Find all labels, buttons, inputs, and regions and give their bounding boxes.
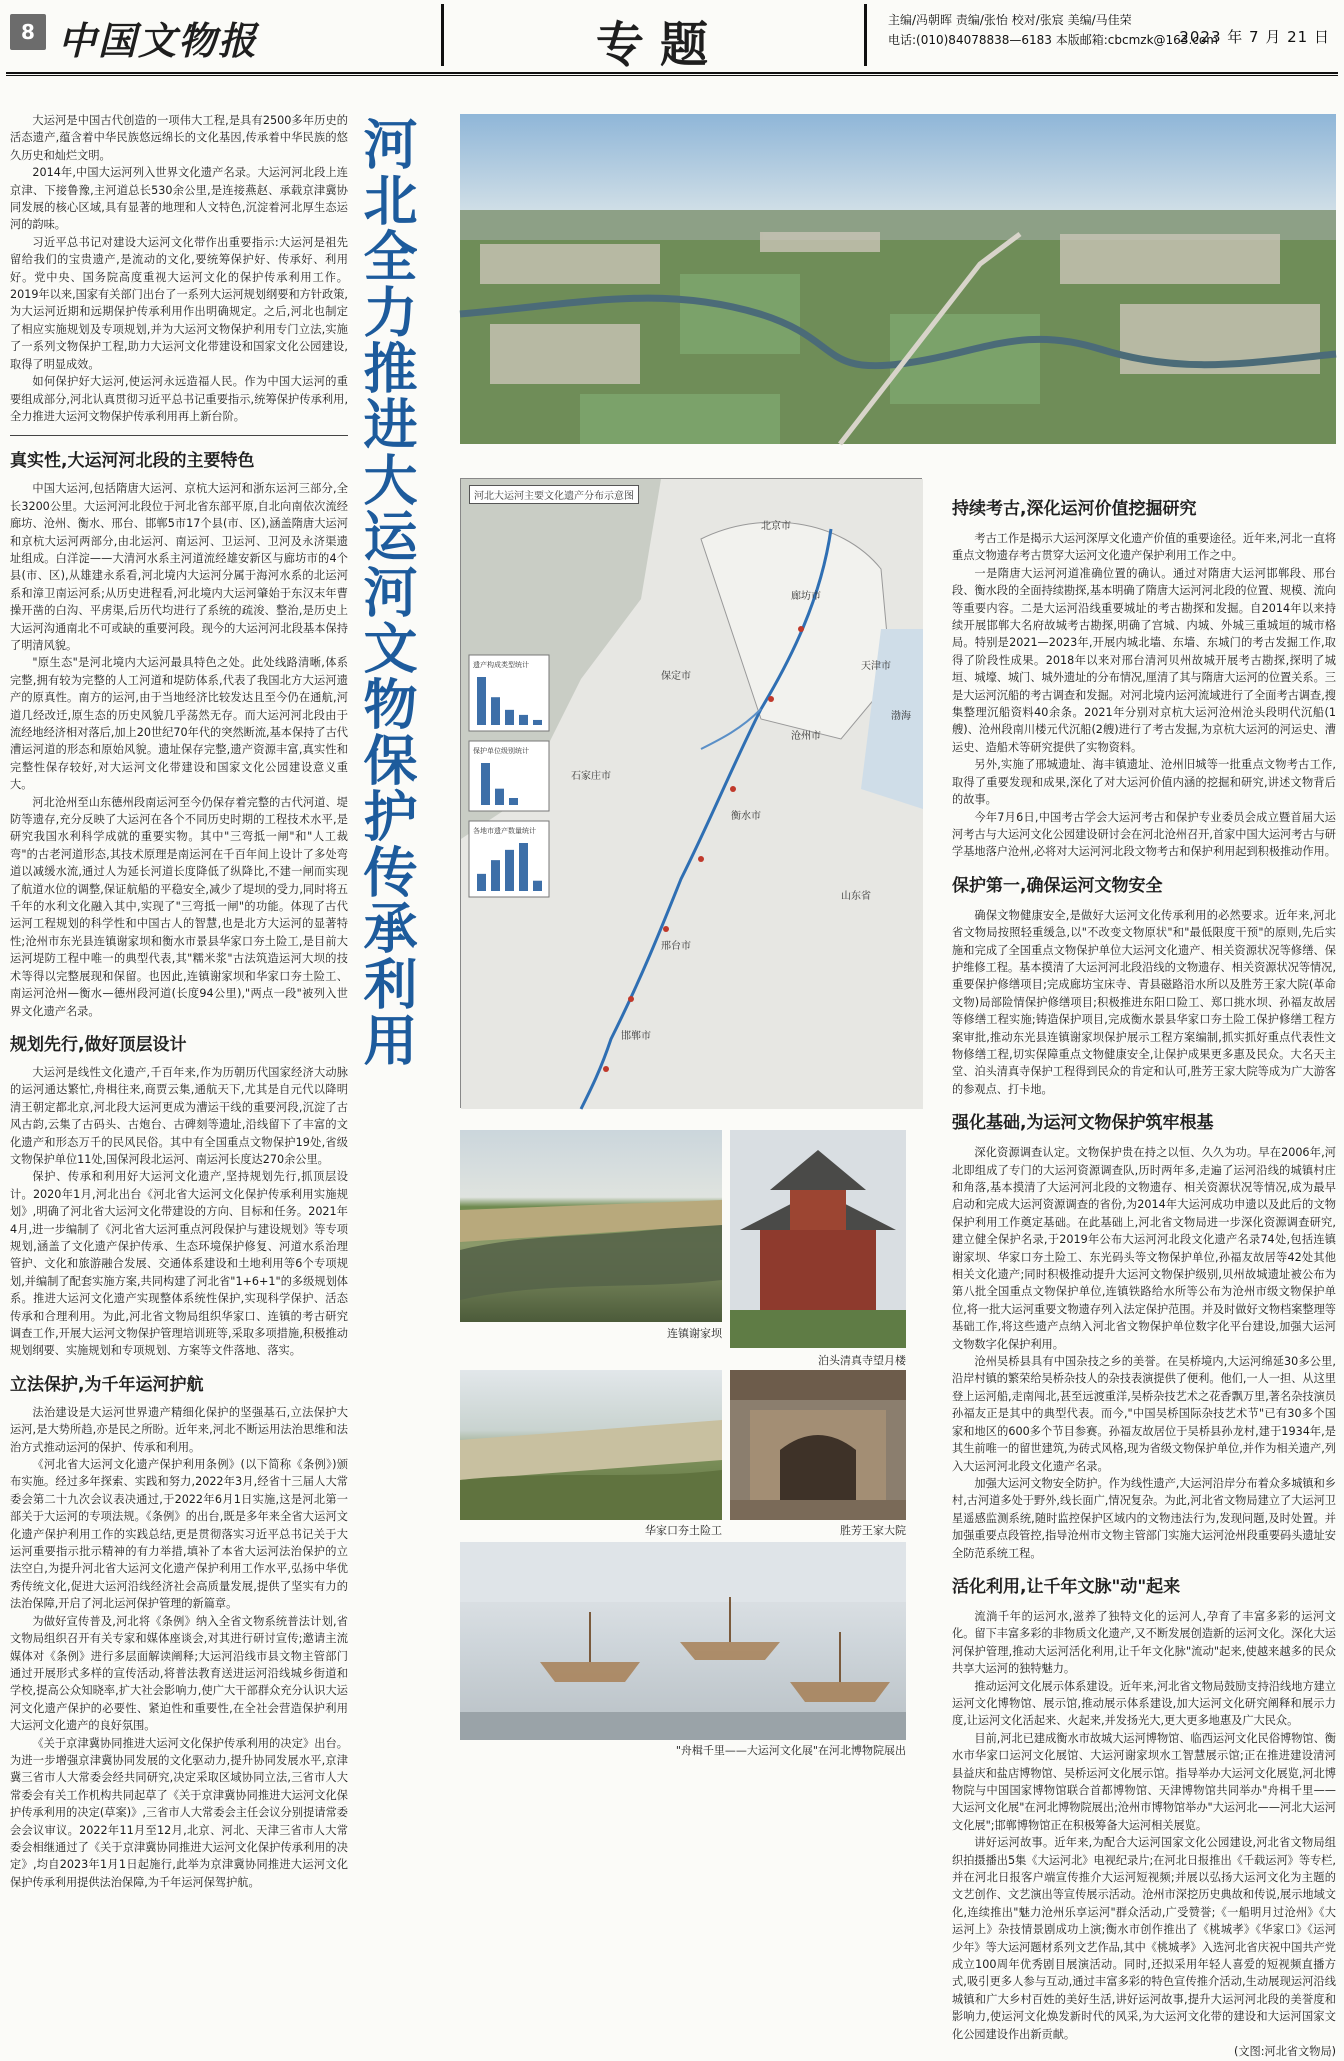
inset-bar (491, 697, 500, 725)
photo-caption: "舟楫千里——大运河文化展"在河北博物院展出 (675, 1744, 906, 1757)
body-paragraph: 目前,河北已建成衡水市故城大运河博物馆、临西运河文化民俗博物馆、衡水市华家口运河文化展馆、大运河谢家坝水工智慧展示馆;正在推进建设清河县益庆和盐店博物馆、吴桥运河文化展示馆。指导举办大运河文化展览,河北博物院与中国国家博物馆联合首都博物馆、天津博物馆共同举办"舟楫千里——大运河文化展"在河北博物院展出;沧州市博物馆举办"大运河北——河北大运河文化展";邯郸博物馆正在积极筹备大运河相关展览。 (952, 1731, 1336, 1832)
photo-caption: 连镇谢家坝 (667, 1327, 722, 1340)
header-divider-left (441, 4, 444, 66)
intro-paragraph: 如何保护好大运河,使运河永远造福人民。作为中国大运河的重要组成部分,河北认真贯彻习近平总书记重要指示,统筹保护传承利用,全力推进大运河文物保护传承利用再上新台阶。 (10, 375, 348, 423)
photo-canal-exhibition (460, 1542, 906, 1740)
inset-chart-1 (469, 655, 549, 731)
credits-line2: 电话:(010)84078838—6183 本版邮箱:cbcmzk@163.com (888, 33, 1218, 47)
body-paragraph: 加强大运河文物安全防护。作为线性遗产,大运河沿岸分布着众多城镇和乡村,古河道多处于野外,线长面广,情况复杂。为此,河北省文物局建立了大运河卫星遥感监测系统,随时监控保护区域内的文物违法行为,发现问题,及时处置。并加强重要点段管控,指导沧州市文物主管部门实施大运河沧州段重要码头遗址安全防范系统工程。 (952, 1476, 1336, 1560)
map-label: 北京市 (761, 521, 791, 532)
body-paragraph: 法治建设是大运河世界遗产精细化保护的坚强基石,立法保护大运河,是大势所趋,亦是民之所盼。近年来,河北不断运用法治思维和法治方式推动运河的保护、传承和利用。 (10, 1405, 348, 1454)
intro-paragraph: 2014年,中国大运河列入世界文化遗产名录。大运河河北段上连京津、下接鲁豫,主河道总长530余公里,是连接燕赵、承载京津冀协同发展的核心区域,具有显著的地理和人文特色,沉淀着河北厚生态运河的韵味。 (10, 166, 348, 232)
main-headline: 河北全力推进大运河文物保护传承利用 (355, 116, 419, 1068)
aerial-photo-graphic (460, 114, 1336, 444)
photo-caption: 华家口夯土险工 (645, 1524, 722, 1537)
photo-caption: 泊头清真寺望月楼 (818, 1354, 906, 1367)
header-rule (6, 72, 1338, 74)
photo-huajiakou-embankment (460, 1370, 722, 1520)
inset-chart-3 (469, 821, 549, 897)
body-paragraph: 确保文物健康安全,是做好大运河文化传承利用的必然要求。近年来,河北省文物局按照轻重缓急,以"不改变文物原状"和"最低限度干预"的原则,先后实施和完成了全国重点文物保护单位大运河文化遗产、相关资源状况等修缮、保护维修工程。基本摸清了大运河河北段沿线的文物遗存、相关资源状况等情况,重要保护修缮项目;完成廊坊宝床寺、青县磁路沿水所以及胜芳王家大院(革命文物)局部险情保护修缮项目;积极推进东阳口险工、郑口挑水坝、孙福友故居等修缮工程实施;铸造保护项目,完成衡水景县华家口夯土险工保护修缮工程方案审批,推动东光县连镇谢家坝保护展示工程方案编制,抓实抓好重点代表性文物修缮工程,切实保障重点文物健康安全,让保护成果更多惠及民众。大名天主堂、泊头清真寺保护工程得到民众的肯定和认可,胜芳王家大院等成为广大游客的参观点、打卡地。 (952, 908, 1336, 1096)
section-title: 专题 (596, 17, 725, 73)
subheading: 持续考古,深化运河价值挖掘研究 (952, 499, 1197, 519)
inset-bar (495, 789, 504, 805)
map-label: 石家庄市 (571, 771, 611, 782)
intro-paragraph: 习近平总书记对建设大运河文化带作出重要指示:大运河是祖先留给我们的宝贵遗产,是流动的文化,要统筹保护好、传承好、利用好。党中央、国务院高度重视大运河文化的保护传承利用工作。2019年以来,国家有关部门出台了一系列大运河规划纲要和方针政策,为大运河近期和远期保护传承利用作出明确规定。之后,河北也制定了相应实施规划及专项规划,并为大运河文物保护利用专门立法,实施了一系列文物保护工程,助力大运河文化带建设和国家文化公园建设,取得了明显成效。 (10, 235, 348, 371)
inset-bar (533, 720, 542, 725)
dam-graphic (460, 1130, 722, 1322)
left-column (10, 112, 348, 1891)
intro-block (10, 112, 348, 436)
map-label: 邯郸市 (621, 1031, 651, 1042)
body-paragraph: 讲好运河故事。近年来,为配合大运河国家文化公园建设,河北省文物局组织拍摄播出5集《大运河北》电视纪录片;在河北日报推出《千载运河》等专栏,并在河北日报客户端宣传推介大运河短视频;并展以弘扬大运河文化为主题的文艺创作、文艺演出等宣传展示活动。沧州市深挖历史典故和传说,展示地域文化,连续推出"魅力沧州乐享运河"群众活动,广受赞誉;《一船明月过沧州》《大运河上》杂技情景剧成功上演;衡水市创作推出了《桃城孝》《华家口》《运河少年》等大运河题材系列文艺作品,其中《桃城孝》入选河北省庆祝中国共产党成立100周年优秀剧目展演活动。同时,还拟采用年轻人喜爱的短视频直播方式,吸引更多人参与互动,通过丰富多彩的特色宣传推介活动,生动展现运河沿线城镇和广大乡村百姓的美好生活,讲好运河故事,提升大运河河北段的美誉度和影响力,使运河文化焕发新时代的风采,为大运河文化带的建设和大运河国家文化公园建设作出新贡献。 (952, 1836, 1336, 2041)
body-paragraph: "原生态"是河北境内大运河最具特色之处。此处线路清晰,体系完整,拥有较为完整的人工河道和堤防体系,代表了我国北方大运河遗产的原真性。南方的运河,由于当地经济比较发达且至今仍在通航,河道几经改迁,原生态的历史风貌几乎荡然无存。而大运河河北段由于流经地经济相对落后,加上20世纪70年代的突然断流,基本保持了古代漕运河道的形态和原始风貌。遗址保存完整,遗产资源丰富,真实性和完整性保存较好,对大运河文化带建设和国家文化公园建设意义重大。 (10, 656, 348, 792)
page-number: 8 (10, 14, 46, 50)
subheading: 立法保护,为千年运河护航 (10, 1374, 204, 1395)
subheading: 保护第一,确保运河文物安全 (952, 875, 1163, 896)
inset-bar (509, 798, 518, 805)
inset-chart-title: 各地市遗产数量统计 (473, 827, 536, 835)
body-paragraph: 为做好宣传普及,河北将《条例》纳入全省文物系统普法计划,省文物局组织召开有关专家和媒体座谈会,对其进行研讨宣传;邀请主流媒体对《条例》进行多层面解读阐释;大运河沿线市县文物主管部门通过开展形式多样的宣传活动,将普法教育送进运河沿线城乡街道和学校,提高公众知晓率,扩大社会影响力,使广大干部群众充分认识大运河文化遗产保护的必要性、紧迫性和重要性,在全社会营造保护利用大运河文化遗产的良好氛围。 (10, 1614, 348, 1733)
body-paragraph: 一是隋唐大运河河道准确位置的确认。通过对隋唐大运河邯郸段、邢台段、衡水段的全面持续勘探,基本明确了隋唐大运河河北段的位置、规模、流向等重要内容。二是大运河沿线重要城址的考古勘探和发掘。自2014年以来持续开展邯郸大名府故城考古勘探,明确了宫城、内城、外城三重城垣的城市格局。特别是2021—2023年,开展内城北墙、东墙、东城门的考古发掘工作,取得了阶段性成果。2018年以来对邢台清河贝州故城开展考古勘探,探明了城垣、城壕、城门、城外遗址的分布情况,厘清了其与隋唐大运河的位置关系。三是大运河沉船的考古调查和发掘。对河北境内运河流域进行了全面考古调查,搜集整理沉船资料40余条。2021年分别对京杭大运河沧州沧头段明代沉船(1艘)、沧州段南川楼元代沉船(2艘)进行了考古发掘,为京杭大运河的河运史、漕运史、造船术等研究提供了实物资料。 (952, 566, 1336, 754)
photo-lianzhen-xiejia-dam (460, 1130, 722, 1322)
subheading: 强化基础,为运河文物保护筑牢根基 (952, 1113, 1214, 1134)
body-paragraph: 另外,实施了邢城遗址、海丰镇遗址、沧州旧城等一批重点文物考古工作,取得了重要发现和成果,深化了对大运河价值内涵的挖掘和研究,讲述文物背后的故事。 (952, 758, 1336, 807)
newspaper-masthead: 中国文物报 (58, 18, 259, 63)
body-paragraph: 保护、传承和利用好大运河文化遗产,坚持规划先行,抓顶层设计。2020年1月,河北出台《河北省大运河文化保护传承利用实施规划》,明确了河北省大运河文化带建设的方向、目标和任务。2021年4月,进一步编制了《河北省大运河重点河段保护与建设规划》等专项规划,涵盖了文化遗产保护传承、生态环境保护修复、河道水系治理管护、文化和旅游融合发展、交通体系建设和土地利用等6个专项规划,并编制了配套实施方案,共同构建了河北省"1+6+1"的多级规划体系。推进大运河文化遗产实现整体系统性保护,实现科学保护、活态传承和合理利用。为此,河北省文物局组织华家口、连镇的考古研究调查工作,开展大运河文物保护管理培训班等,采取多项措施,积极推动规划纲要、实施规划和专项规划、方案等文件落地、落实。 (10, 1170, 348, 1358)
inset-bar (481, 763, 490, 805)
body-paragraph: 中国大运河,包括隋唐大运河、京杭大运河和浙东运河三部分,全长3200公里。大运河河北段位于河北省东部平原,自北向南依次流经廊坊、沧州、衡水、邢台、邯郸5市17个县(市、区),涵盖隋唐大运河和京杭大运河两部分,由北运河、南运河、卫运河、卫河及永济渠遗址组成。白洋淀——大清河水系主河道流经雄安新区与廊坊市的4个县(市、区),从雄建永系看,河北境内大运河分属于海河水系的北运河系和漳卫南运河系;从历史进程看,河北境内大运河肇始于东汉末年曹操开凿的白沟、平虏渠,后历代均进行了系统的疏浚、整治,是历史上大运河沟通南北不可或缺的重要河段。现今的大运河河北段基本保持了明清风貌。 (10, 482, 348, 652)
courtyard-graphic (730, 1370, 906, 1520)
body-paragraph: 《河北省大运河文化遗产保护利用条例》(以下简称《条例》)颁布实施。经过多年探索、实践和努力,2022年3月,经省十三届人大常委会第二十九次会议表决通过,于2022年6月1日实施,这是河北第一部关于大运河的专项法规。《条例》的出台,既是多年来全省大运河文化遗产保护利用工作的实践总结,更是贯彻落实习近平总书记关于大运河重要指示批示精神的有力举措,填补了本省大运河法治保护的立法空白,为提升河北省大运河文化遗产保护利用工作水平,弘扬中华优秀传统文化,促进大运河沿线经济社会高质量发展,提供了坚实有力的法治保障,开启了河北运河保护管理的新篇章。 (10, 1458, 348, 1611)
map-label: 衡水市 (731, 811, 761, 822)
inset-bar (533, 881, 542, 891)
publication-date: 2023 年 7 月 21 日 (1179, 28, 1330, 46)
mosque-graphic (730, 1130, 906, 1348)
photo-caption: 胜芳王家大院 (840, 1524, 906, 1537)
inset-chart-2 (469, 741, 549, 811)
exhibition-graphic (460, 1542, 906, 1740)
header-divider-right (864, 4, 867, 66)
body-paragraph: 深化资源调查认定。文物保护贵在持之以恒、久久为功。早在2006年,河北即组成了专门的大运河资源调查队,历时两年多,走遍了运河沿线的城镇村庄和角落,基本摸清了大运河河北段的文物遗存、相关资源状况等情况,成为最早启动和完成大运河资源调查的省份,为2014年大运河成功申遗以及此后的文物保护利用工作奠定基础。在此基础上,河北省文物局进一步深化资源调查研究,建立健全保护名录,于2019年公布大运河河北段文化遗产名录74处,包括连镇谢家坝、华家口夯土险工、东光码头等文物保护单位,孙福友故居等42处其他相关文化遗产;同时积极推动提升大运河文物保护级别,贝州故城遗址被公布为第八批全国重点文物保护单位,连镇铁路给水所等公布为沧州市级文物保护单位,将一批大运河重要文物遗存列入法定保护范围。并及时做好文物档案整理等基础工作,将这些遗产点纳入河北省文物保护单位数字化平台建设,加强大运河文物数字化保护利用。 (952, 1146, 1336, 1351)
body-paragraph: 考古工作是揭示大运河深厚文化遗产价值的重要途径。近年来,河北一直将重点文物遗存考古贯穿大运河文化遗产保护利用工作之中。 (952, 532, 1336, 563)
credits-line1: 主编/冯朝晖 责编/张怡 校对/张宸 美编/马佳荣 (888, 13, 1132, 27)
body-paragraph: 推动运河文化展示体系建设。近年来,河北省文物局鼓励支持沿线地方建立运河文化博物馆、展示馆,推动展示体系建设,加大运河文化研究阐释和展示力度,让运河文化活起来、火起来,并发扬光大,更大更多地惠及广大民众。 (952, 1679, 1336, 1728)
header-rule-thin (6, 75, 1338, 76)
body-paragraph: 《关于京津冀协同推进大运河文化保护传承利用的决定》出台。为进一步增强京津冀协同发展的文化驱动力,提升协同发展水平,京津冀三省市人大常委会经共同研究,决定采取区域协同立法,三省市人大常委会有关工作机构共同起草了《关于京津冀协同推进大运河文化保护传承利用的决定(草案)》,三省市人大常委会主任会议分别提请常委会会议审议。2022年11月至12月,北京、河北、天津三省市人大常委会相继通过了《关于京津冀协同推进大运河文化保护传承利用的决定》,均自2023年1月1日起施行,此举为京津冀协同推进大运河文化保护传承利用提供法治保障,为千年运河保驾护航。 (10, 1736, 348, 1889)
body-paragraph: 大运河是线性文化遗产,千百年来,作为历朝历代国家经济大动脉的运河通达繁忙,舟楫往来,商贾云集,通航天下,尤其是自元代以降明清王朝定都北京,河北段大运河更成为漕运干线的重要河段,沉淀了古风古韵,云集了古码头、古炮台、古碑刻等遗址,沿线留下了丰富的文化遗产和形态万千的民风民俗。其中有全国重点文物保护19处,省级文物保护单位11处,国保河段北运河、南运河长度达270余公里。 (10, 1065, 348, 1166)
inset-bar (477, 677, 486, 725)
body-paragraph: 流淌千年的运河水,滋养了独特文化的运河人,孕育了丰富多彩的运河文化。留下丰富多彩的非物质文化遗产,又不断发展创造新的运河文化。深化大运河保护管理,推动大运河活化利用,让千年文化脉"流动"起来,使越来越多的民众共享大运河的独特魅力。 (952, 1609, 1336, 1676)
body-paragraph: 沧州吴桥县具有中国杂技之乡的美誉。在吴桥境内,大运河绵延30多公里,沿岸村镇的繁荣给吴桥杂技人的杂技表演提供了便利。他们,一人一担、从这里登上运河船,走南闯北,甚至远渡重洋,吴桥杂技艺术之花香飘万里,著名杂技演员孙福友正是其中的典型代表。而今,"中国吴桥国际杂技艺术节"已有30多个国家和地区的600多个节目参赛。孙福友故居位于吴桥县孙龙村,建于1934年,是其生前唯一的留世建筑,为砖式风格,现为省级文物保护单位,并作为相关遗产,列入大运河河北段文化遗产名录。 (952, 1355, 1336, 1473)
map-title: 河北大运河主要文化遗产分布示意图 (469, 485, 639, 504)
map-label: 渤海 (891, 711, 911, 722)
map-graphic (461, 479, 923, 1109)
subheading: 规划先行,做好顶层设计 (10, 1034, 187, 1055)
inset-bar (477, 874, 486, 891)
subheading: 真实性,大运河河北段的主要特色 (10, 451, 255, 472)
inset-chart-title: 保护单位级别统计 (473, 747, 529, 755)
photo-shengfang-wang-courtyard (730, 1370, 906, 1520)
map-label: 山东省 (841, 891, 871, 902)
photo-botou-mosque (730, 1130, 906, 1348)
map-label: 沧州市 (791, 731, 821, 742)
inset-bar (519, 843, 528, 891)
subheading: 活化利用,让千年文脉"动"起来 (952, 1576, 1181, 1597)
inset-bar (519, 715, 528, 725)
inset-chart-title: 遗产构成类型统计 (473, 661, 529, 669)
byline: (文图:河北省文物局) (1234, 2045, 1336, 2059)
map-label: 保定市 (661, 671, 691, 682)
editor-credits (888, 10, 1218, 50)
intro-paragraph: 大运河是中国古代创造的一项伟大工程,是具有2500多年历史的活态遗产,蕴含着中华民族悠远绵长的文化基因,传承着中华民族的悠久历史和灿烂文明。 (10, 114, 348, 162)
body-paragraph: 今年7月6日,中国考古学会大运河考古和保护专业委员会成立暨首届大运河考古与大运河文化公园建设研讨会在河北沧州召开,首家中国大运河考古与研学基地落户沧州,必将对大运河河北段文物考古和保护利用起到积极推动作用。 (952, 810, 1336, 859)
inset-bar (505, 710, 514, 725)
right-column (952, 484, 1336, 2061)
inset-bar (505, 850, 514, 891)
map-label: 邢台市 (661, 941, 691, 952)
aerial-canal-photo (460, 114, 1336, 444)
canal-heritage-map (460, 478, 922, 1108)
embankment-graphic (460, 1370, 722, 1520)
inset-bar (491, 860, 500, 891)
body-paragraph: 河北沧州至山东德州段南运河至今仍保存着完整的古代河道、堤防等遗存,充分反映了大运河在各个不同历史时期的工程技术水平,是研究我国水利科学成就的重要实物。其中"三弯抵一闸"和"人工裁弯"的古老河道形态,其技术原理是南运河在千百年间上设计了多处弯道以减缓水流,通过人为延长河道长度降低了纵降比,不建一闸而实现了航道水位的调整,保证航船的平稳安全,减少了堤坝的受力,同时将五千年的水利文化融入其中,实现了"三弯抵一闸"的功能。体现了古代运河工程规划的科学性和中国古人的智慧,也是北方大运河的显著特性;沧州市东光县连镇谢家坝和衡水市景县华家口夯土险工,是目前大运河堤防工程中唯一的典型代表,其"糯米浆"古法筑造运河大坝的技术等得以完整展现和保留。也因此,连镇谢家坝和华家口夯土险工、南运河沧州—衡水—德州段河道(长度94公里),"两点一段"被列入世界文化遗产名录。 (10, 795, 348, 1018)
map-label: 廊坊市 (791, 591, 821, 602)
map-label: 天津市 (861, 661, 891, 672)
